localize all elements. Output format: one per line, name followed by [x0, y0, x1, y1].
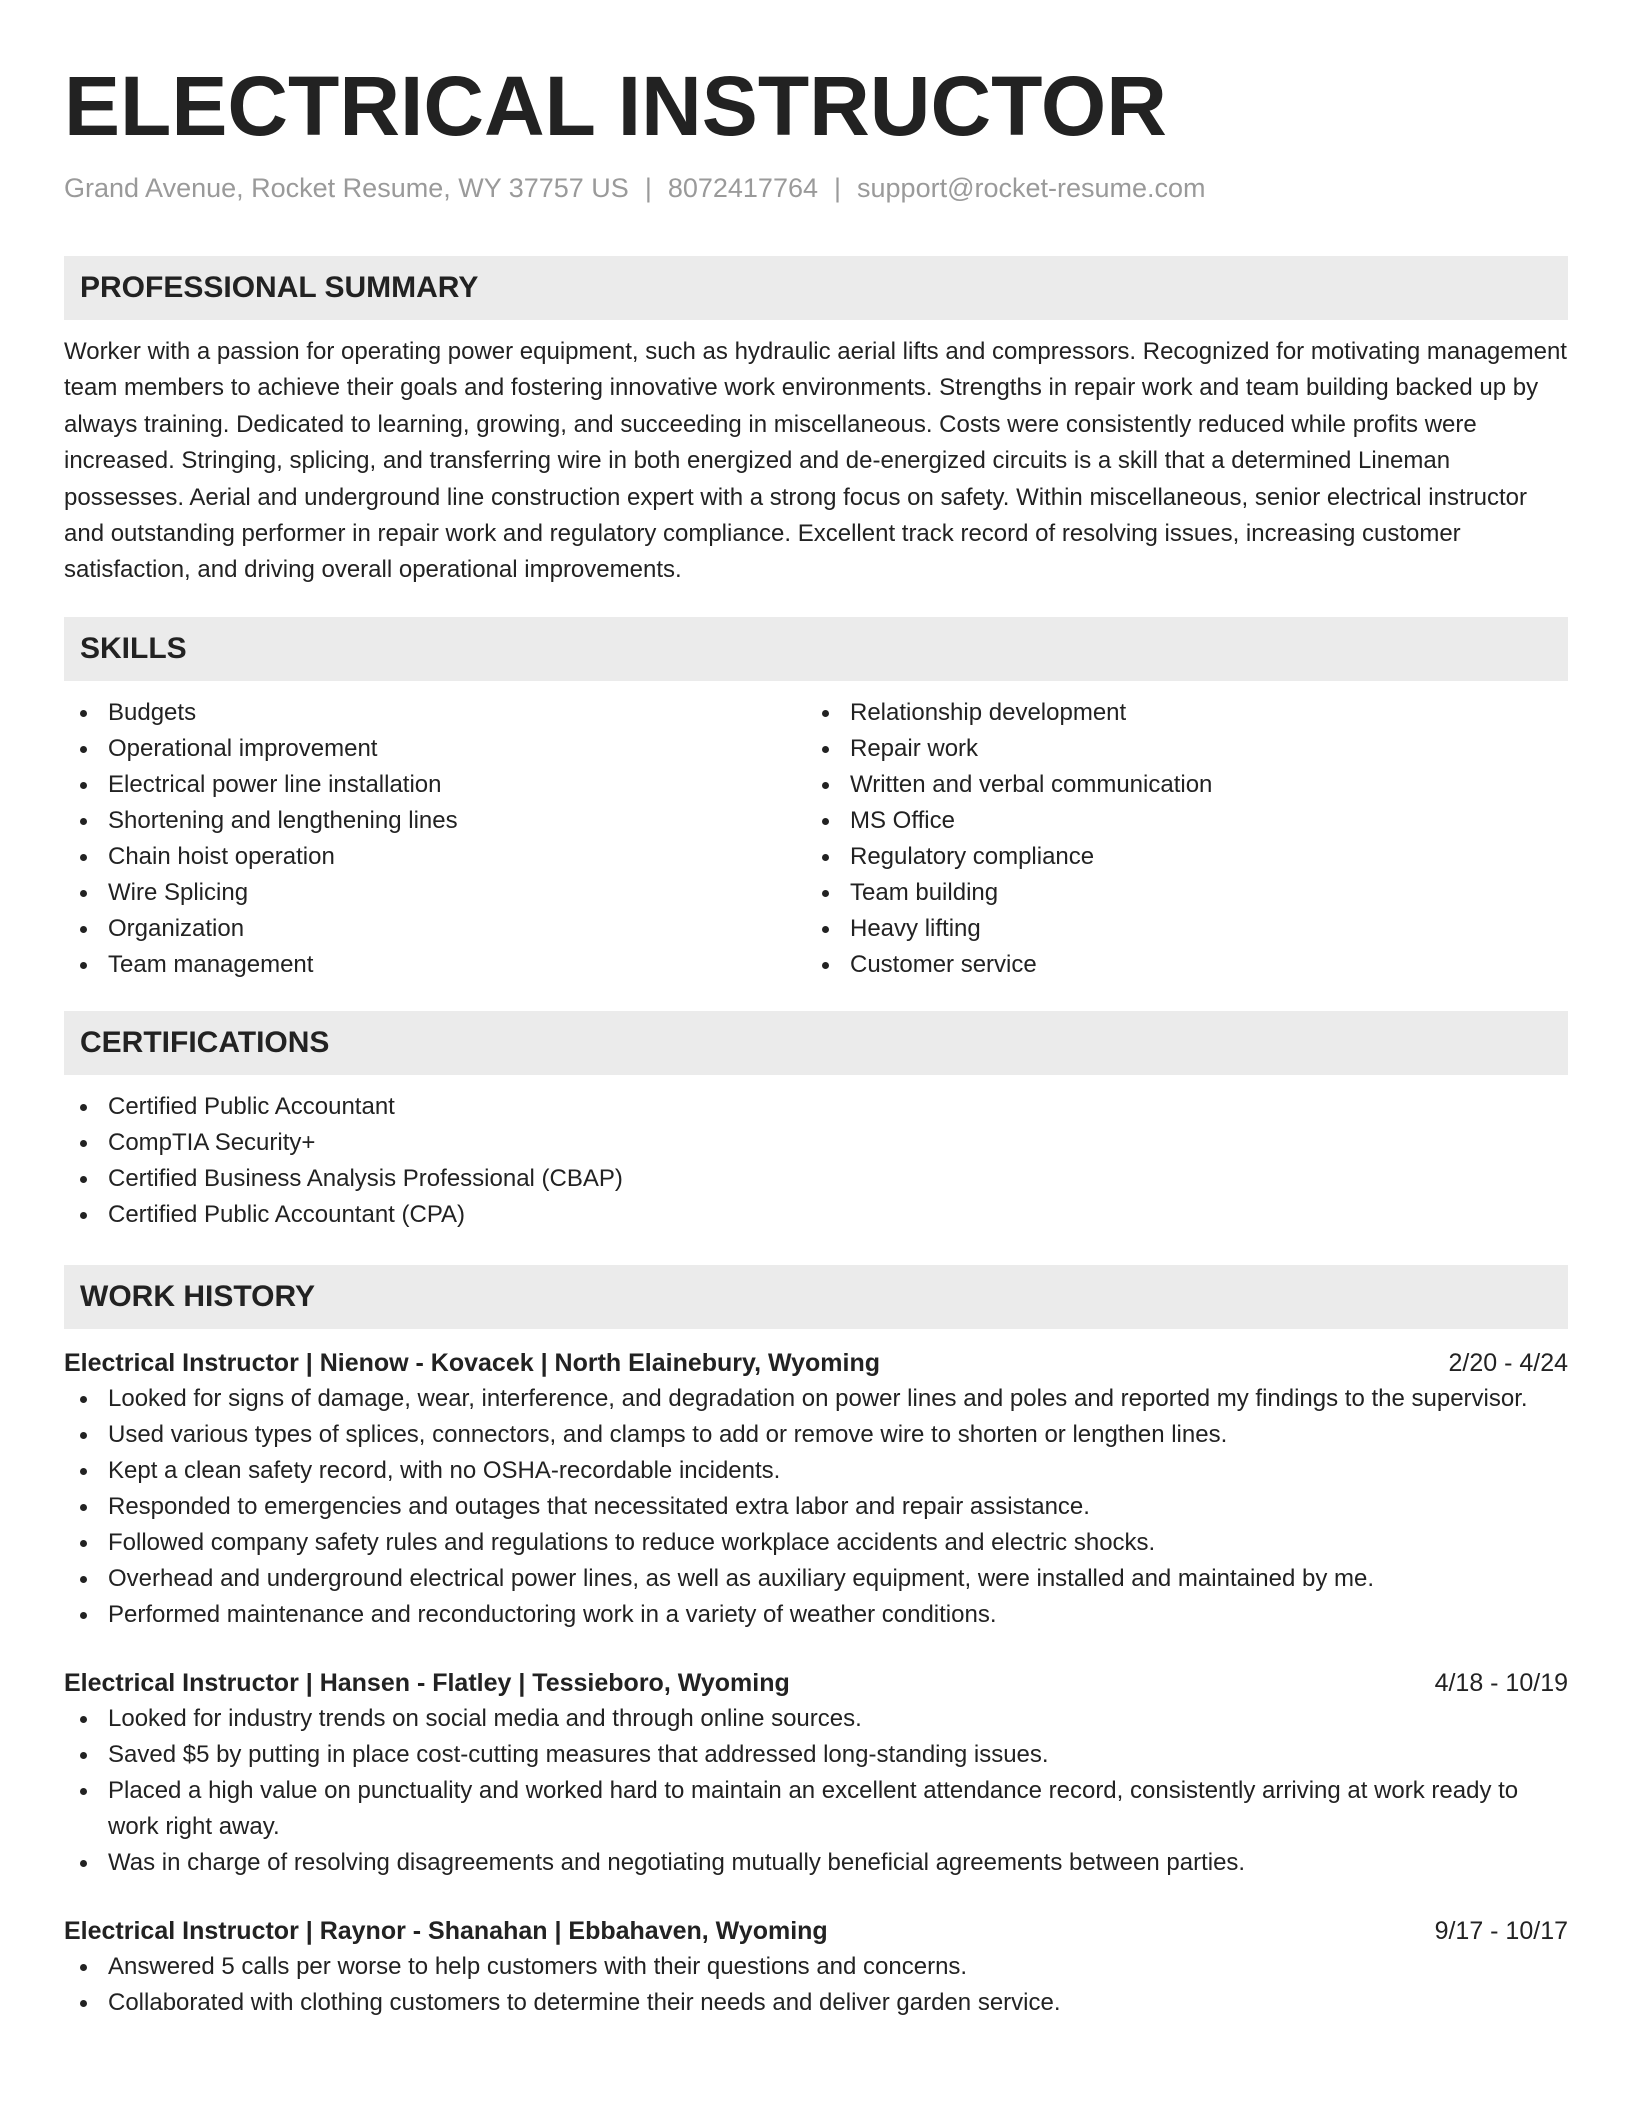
- list-item: Chain hoist operation: [64, 839, 806, 875]
- list-item: Saved $5 by putting in place cost-cutting measures that addressed long-standing issues.: [64, 1737, 1568, 1773]
- job-header: [64, 1913, 1568, 1949]
- list-item: Customer service: [806, 947, 1548, 983]
- list-item: Followed company safety rules and regulations to reduce workplace accidents and electric shocks.: [64, 1525, 1568, 1561]
- job-header: [64, 1665, 1568, 1701]
- list-item: Repair work: [806, 731, 1548, 767]
- job-title: Electrical Instructor | Raynor - Shanahan | Ebbahaven, Wyoming: [64, 1916, 828, 1945]
- list-item: Operational improvement: [64, 731, 806, 767]
- list-item: MS Office: [806, 803, 1548, 839]
- list-item: Looked for signs of damage, wear, interference, and degradation on power lines and poles and reported my findings to the supervisor.: [64, 1381, 1568, 1417]
- skills-grid: [64, 695, 1568, 983]
- list-item: Written and verbal communication: [806, 767, 1548, 803]
- list-item: Certified Business Analysis Professional (CBAP): [64, 1161, 1568, 1197]
- job-title: Electrical Instructor | Hansen - Flatley | Tessieboro, Wyoming: [64, 1668, 790, 1697]
- job-header: [64, 1345, 1568, 1381]
- list-item: Regulatory compliance: [806, 839, 1548, 875]
- section-header-skills: SKILLS: [64, 617, 1568, 681]
- candidate-name: ELECTRICAL INSTRUCTOR: [64, 59, 1167, 153]
- job-dates: 4/18 - 10/19: [1434, 1668, 1568, 1697]
- list-item: Relationship development: [806, 695, 1548, 731]
- list-item: Looked for industry trends on social media and through online sources.: [64, 1701, 1568, 1737]
- job-entry: [64, 1665, 1568, 1881]
- job-bullets: [64, 1949, 1568, 2021]
- contact-address: Grand Avenue, Rocket Resume, WY 37757 US: [64, 173, 629, 203]
- contact-separator: |: [834, 173, 842, 203]
- list-item: Used various types of splices, connectors, and clamps to add or remove wire to shorten or lengthen lines.: [64, 1417, 1568, 1453]
- list-item: Kept a clean safety record, with no OSHA-recordable incidents.: [64, 1453, 1568, 1489]
- contact-email: support@rocket-resume.com: [857, 173, 1206, 203]
- list-item: Organization: [64, 911, 806, 947]
- skills-column-left: [64, 695, 806, 983]
- list-item: Responded to emergencies and outages that necessitated extra labor and repair assistance.: [64, 1489, 1568, 1525]
- contact-line: [64, 170, 1568, 206]
- list-item: Team management: [64, 947, 806, 983]
- section-header-work-history: WORK HISTORY: [64, 1265, 1568, 1329]
- list-item: Certified Public Accountant: [64, 1089, 1568, 1125]
- list-item: Collaborated with clothing customers to determine their needs and deliver garden service.: [64, 1985, 1568, 2021]
- job-title: Electrical Instructor | Nienow - Kovacek | North Elainebury, Wyoming: [64, 1348, 881, 1377]
- job-dates: 2/20 - 4/24: [1448, 1348, 1568, 1377]
- list-item: Budgets: [64, 695, 806, 731]
- resume-page: [64, 0, 1568, 2021]
- job-bullets: [64, 1381, 1568, 1633]
- list-item: Shortening and lengthening lines: [64, 803, 806, 839]
- skills-column-right: [806, 695, 1548, 983]
- section-header-summary: PROFESSIONAL SUMMARY: [64, 256, 1568, 320]
- job-bullets: [64, 1701, 1568, 1881]
- list-item: Answered 5 calls per worse to help customers with their questions and concerns.: [64, 1949, 1568, 1985]
- job-entry: [64, 1913, 1568, 2021]
- list-item: Wire Splicing: [64, 875, 806, 911]
- section-header-certifications: CERTIFICATIONS: [64, 1011, 1568, 1075]
- certifications-list: [64, 1089, 1568, 1233]
- list-item: Electrical power line installation: [64, 767, 806, 803]
- contact-phone: 8072417764: [667, 173, 818, 203]
- job-dates: 9/17 - 10/17: [1434, 1916, 1568, 1945]
- summary-text: Worker with a passion for operating power equipment, such as hydraulic aerial lifts and compressors. Recognized for motivating management team members to achieve their goals and fostering innovative work environments. Strengths in repair work and team building backed up by always training. Dedicated to learning, growing, and succeeding in miscellaneous. Costs were consistently reduced while profits were increased. Stringing, splicing, and transferring wire in both energized and de-energized circuits is a skill that a determined Lineman possesses. Aerial and underground line construction expert with a strong focus on safety. Within miscellaneous, senior electrical instructor and outstanding performer in repair work and regulatory compliance. Excellent track record of resolving issues, increasing customer satisfaction, and driving overall operational improvements.: [64, 338, 1567, 584]
- contact-separator: |: [644, 173, 652, 203]
- job-entry: [64, 1345, 1568, 1633]
- list-item: Team building: [806, 875, 1548, 911]
- list-item: Placed a high value on punctuality and worked hard to maintain an excellent attendance record, consistently arriving at work ready to work right away.: [64, 1773, 1568, 1845]
- list-item: Heavy lifting: [806, 911, 1548, 947]
- list-item: Performed maintenance and reconductoring work in a variety of weather conditions.: [64, 1597, 1568, 1633]
- list-item: Certified Public Accountant (CPA): [64, 1197, 1568, 1233]
- list-item: CompTIA Security+: [64, 1125, 1568, 1161]
- list-item: Overhead and underground electrical power lines, as well as auxiliary equipment, were installed and maintained by me.: [64, 1561, 1568, 1597]
- list-item: Was in charge of resolving disagreements and negotiating mutually beneficial agreements between parties.: [64, 1845, 1568, 1881]
